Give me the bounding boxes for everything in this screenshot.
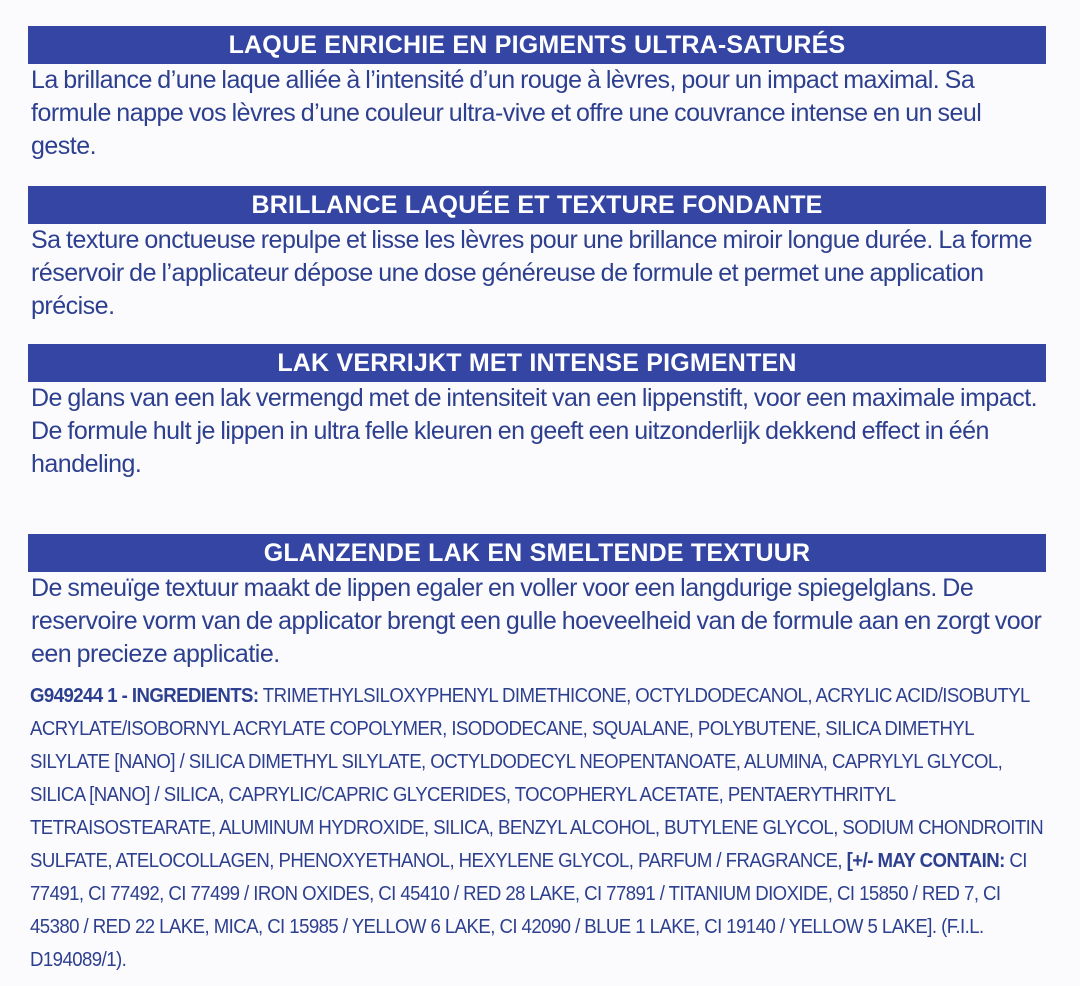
section-heading: LAQUE ENRICHIE EN PIGMENTS ULTRA-SATURÉS	[28, 26, 1046, 64]
may-contain-text: CI 77491, CI 77492, CI 77499 / IRON OXIDES, CI 45410 / RED 28 LAKE, CI 77891 / TITANIUM DIOXIDE, CI 15850 / RED 7, CI 45380 / RED 22 LAKE, MICA, CI 15985 / YELLOW 6 LAKE, CI 42090 / BLUE 1 LAKE, CI 19140 / YELLOW 5 LAKE]. (F.I.L. D194089/1).	[30, 850, 1027, 971]
section-heading: GLANZENDE LAK EN SMELTENDE TEXTUUR	[28, 534, 1046, 572]
may-contain-label: [+/- MAY CONTAIN:	[846, 850, 1005, 872]
section-body	[28, 572, 1046, 671]
section-body	[28, 382, 1046, 481]
section-heading: BRILLANCE LAQUÉE ET TEXTURE FONDANTE	[28, 186, 1046, 224]
ingredients-text: TRIMETHYLSILOXYPHENYL DIMETHICONE, OCTYLDODECANOL, ACRYLIC ACID/ISOBUTYL ACRYLATE/ISOBORNYL ACRYLATE COPOLYMER, ISODODECANE, SQUALANE, POLYBUTENE, SILICA DIMETHYL SILYLATE [NANO] / SILICA DIMETHYL SILYLATE, OCTYLDODECYL NEOPENTANOATE, ALUMINA, CAPRYLYL GLYCOL, SILICA [NANO] / SILICA, CAPRYLIC/CAPRIC GLYCERIDES, TOCOPHERYL ACETATE, PENTAERYTHRITYL TETRAISOSTEARATE, ALUMINUM HYDROXIDE, SILICA, BENZYL ALCOHOL, BUTYLENE GLYCOL, SODIUM CHONDROITIN SULFATE, ATELOCOLLAGEN, PHENOXYETHANOL, HEXYLENE GLYCOL, PARFUM / FRAGRANCE,	[30, 685, 1044, 872]
ingredients-list	[30, 680, 1047, 977]
ingredients-label: G949244 1 - INGREDIENTS:	[30, 685, 259, 707]
section-laque-enrichie	[28, 26, 1046, 163]
section-lak-verrijkt	[28, 344, 1046, 481]
section-brillance-laquee	[28, 186, 1046, 323]
section-heading: LAK VERRIJKT MET INTENSE PIGMENTEN	[28, 344, 1046, 382]
section-paragraph: De smeuïge textuur maakt de lippen egaler en voller voor een langdurige spiegelglans. De reservoire vorm van de applicator brengt een gulle hoeveelheid van de formule aan en zorgt voor een precieze applicatie.	[31, 574, 1042, 668]
section-paragraph: De formule hult je lippen in ultra felle kleuren en geeft een uitzonderlijk dekkend effect in één handeling.	[31, 417, 989, 478]
section-glanzende-lak	[28, 534, 1046, 671]
section-paragraph: La brillance d’une laque alliée à l’intensité d’un rouge à lèvres, pour un impact maximal. Sa formule nappe vos lèvres d’une couleur ultra-vive et offre une couvrance intense en un seul geste.	[31, 66, 982, 160]
section-paragraph: De glans van een lak vermengd met de intensiteit van een lippenstift, voor een maximale impact.	[31, 384, 1038, 412]
section-body	[28, 64, 1046, 163]
section-body	[28, 224, 1046, 323]
section-paragraph: Sa texture onctueuse repulpe et lisse les lèvres pour une brillance miroir longue durée. La forme réservoir de l’applicateur dépose une dose généreuse de formule et permet une application précise.	[31, 226, 1032, 320]
